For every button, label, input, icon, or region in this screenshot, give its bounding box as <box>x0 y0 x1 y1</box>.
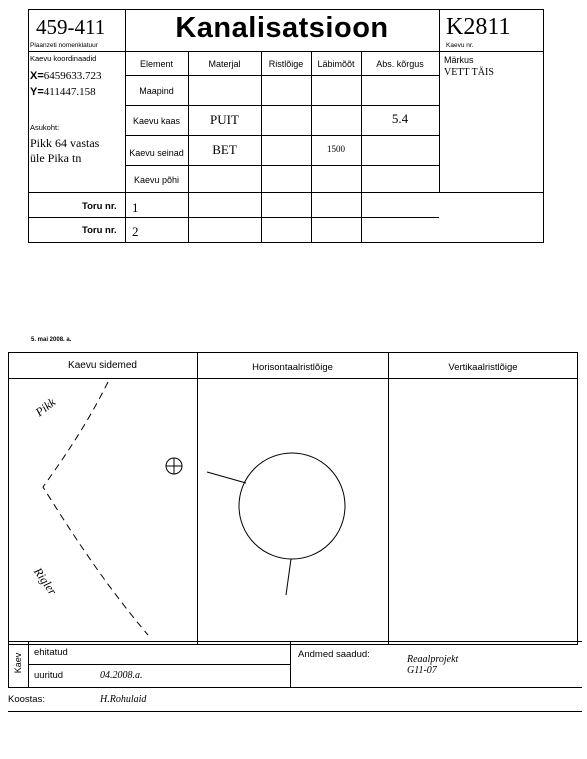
sketch-col-sidemed: Kaevu sidemed <box>68 360 137 371</box>
pipe-line-2 <box>286 559 291 595</box>
col-header-ristloige: Ristlõige <box>268 59 304 69</box>
coord-y-label: Y= <box>30 86 44 98</box>
page-title: Kanalisatsioon <box>175 12 389 44</box>
updated-value: 04.2008.a. <box>100 670 143 681</box>
source-line2: G11-07 <box>407 665 437 676</box>
row-element: Kaevu põhi <box>133 175 180 185</box>
source-label: Andmed saadud: <box>298 649 370 660</box>
pipe-label: Toru nr. <box>82 225 117 236</box>
source-line1: Reaalprojekt <box>407 654 459 665</box>
col-header-materjal: Materjal <box>208 59 241 69</box>
coord-x-value: 6459633.723 <box>43 70 102 82</box>
sketch-col-horisontaal: Horisontaalristlõige <box>252 362 333 373</box>
author-value: H.Rohulaid <box>100 694 147 705</box>
coord-x-label: X= <box>30 70 44 82</box>
remarks-value: VETT TÄIS <box>444 67 494 78</box>
footer <box>8 641 582 721</box>
row-element: Kaevu kaas <box>132 116 181 126</box>
sheet-caption: Plaanzeti nomenklatuur <box>30 42 98 49</box>
well-caption: Kaevu nr. <box>446 42 474 49</box>
street-label-top: Pikk <box>32 395 59 420</box>
curb-line <box>43 382 148 635</box>
sketch-panel <box>8 352 578 645</box>
pipe-value: 2 <box>132 224 139 239</box>
sketch-col-vertikaal: Vertikaalristlõige <box>448 362 518 373</box>
row-materjal: BET <box>212 142 237 157</box>
pipe-label: Toru nr. <box>82 201 117 212</box>
location-line2: üle Pika tn <box>30 151 82 165</box>
pipe-value: 1 <box>132 200 139 215</box>
date-stamp: 5. mai 2008. a. <box>31 337 72 343</box>
author-label: Koostas: <box>8 694 45 705</box>
kaev-label: Kaev <box>13 652 23 674</box>
well-id: K2811 <box>446 14 511 40</box>
sheet-code: 459-411 <box>36 15 106 39</box>
remarks-label: Märkus <box>444 55 474 65</box>
col-header-labimoot: Läbimõõt <box>317 59 355 69</box>
coord-y-value: 411447.158 <box>43 86 96 98</box>
coord-y <box>30 86 96 98</box>
well-cross-section <box>239 453 345 559</box>
col-header-korgus: Abs. kõrgus <box>376 59 424 69</box>
location-line1: Pikk 64 vastas <box>30 136 100 150</box>
row-materjal: PUIT <box>210 112 239 127</box>
updated-label: uuritud <box>34 670 64 681</box>
sketch-drawing <box>8 352 578 645</box>
street-label-bottom: Rigler <box>31 564 60 598</box>
row-element: Kaevu seinad <box>129 148 184 158</box>
row-korgus: 5.4 <box>391 111 409 126</box>
col-header-element: Element <box>139 59 174 69</box>
coords-label: Kaevu koordinaadid <box>30 54 97 63</box>
well-symbol-icon <box>166 458 182 474</box>
row-labimoot: 1500 <box>327 144 345 154</box>
coord-x <box>30 70 102 82</box>
row-element: Maapind <box>139 86 174 96</box>
location-label: Asukoht: <box>30 123 60 132</box>
built-label: ehitatud <box>34 647 68 658</box>
well-card <box>28 9 544 243</box>
pipe-line-1 <box>207 472 246 483</box>
